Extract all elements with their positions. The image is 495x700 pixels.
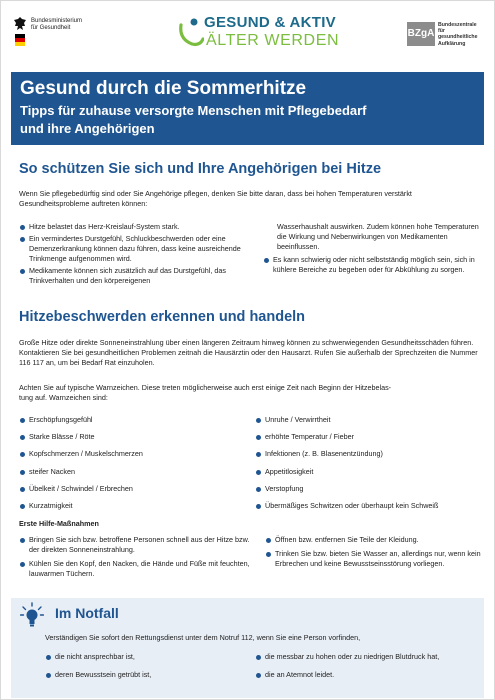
emergency-box <box>11 598 484 698</box>
section1-left-list <box>19 222 257 286</box>
list-item: erhöhte Temperatur / Fieber <box>255 432 487 449</box>
emergency-list-left <box>45 652 245 680</box>
light-bulb-icon <box>20 602 44 628</box>
list-item: Kopfschmerzen / Muskelschmerzen <box>19 449 249 466</box>
list-item: Ein vermindertes Durstgefühl, Schluckbeschwerden oder eine Demenzerkrankung können dazu führen, dass keine ausreichende Trinkmenge aufgenommen wird. <box>19 234 257 264</box>
bzga-logo: BZgA <box>407 22 435 46</box>
list-item: deren Bewusstsein getrübt ist, <box>45 670 245 680</box>
bzga-name: Bundeszentrale für gesundheitliche Aufklärung <box>438 22 478 47</box>
ministry-name: Bundesministerium für Gesundheit <box>31 18 83 31</box>
list-item: Übelkeit / Schwindel / Erbrechen <box>19 484 249 501</box>
gesund-aktiv-logo <box>176 13 351 53</box>
list-item: Übermäßiges Schwitzen oder überhaupt kein Schweiß <box>255 501 487 518</box>
german-flag-icon <box>15 34 25 46</box>
list-item: Trinken Sie bzw. bieten Sie Wasser an, allerdings nur, wenn kein Erbrechen und keine Bewusstseinsstörung vorliegen. <box>265 549 481 569</box>
list-item: Infektionen (z. B. Blasenentzündung) <box>255 449 487 466</box>
list-item: Medikamente können sich zusätzlich auf das Durstgefühl, das Trinkverhalten und den körpereigenen <box>19 266 257 286</box>
emergency-title: Im Notfall <box>55 605 119 621</box>
section2-para2: Achten Sie auf typische Warnzeichen. Diese treten möglicherweise auch erst einige Zeit nach Beginn der Hitzebelas- tung auf. Warnzeichen sind: <box>19 383 392 402</box>
list-item: die messbar zu hohen oder zu niedrigen Blutdruck hat, <box>255 652 481 662</box>
logo-line-2: ÄLTER WERDEN <box>206 32 340 49</box>
emergency-intro: Verständigen Sie sofort den Rettungsdienst unter dem Notruf 112, wenn Sie eine Person vorfinden, <box>45 633 361 642</box>
list-item: Starke Blässe / Röte <box>19 432 249 449</box>
title-banner <box>11 72 484 145</box>
list-item: Es kann schwierig oder nicht selbstständig möglich sein, sich in kühlere Bereiche zu begeben oder für Abkühlung zu sorgen. <box>263 255 479 275</box>
list-item: die nicht ansprechbar ist, <box>45 652 245 662</box>
list-item: Bringen Sie sich bzw. betroffene Personen schnell aus der Hitze bzw. der direkten Sonneneinstrahlung. <box>19 535 251 555</box>
page-title: Gesund durch die Sommerhitze <box>20 78 307 99</box>
list-item: Unruhe / Verwirrtheit <box>255 415 487 432</box>
logo-line-1: GESUND & AKTIV <box>204 14 336 31</box>
page-subtitle: Tipps für zuhause versorgte Menschen mit Pflegebedarf und ihre Angehörigen <box>20 103 367 136</box>
list-item: Öffnen bzw. entfernen Sie Teile der Kleidung. <box>265 535 481 545</box>
federal-eagle-icon <box>13 16 27 34</box>
list-item: steifer Nacken <box>19 467 249 484</box>
list-item: die an Atemnot leidet. <box>255 670 481 680</box>
logo-figure-icon <box>178 17 204 47</box>
list-item: Hitze belastet das Herz-Kreislauf-System stark. <box>19 222 257 232</box>
symptom-list-right <box>255 415 487 518</box>
list-item: Appetitlosigkeit <box>255 467 487 484</box>
section1-right-list <box>263 255 479 275</box>
section2-para1: Große Hitze oder direkte Sonneneinstrahlung über einen längeren Zeitraum hinweg können zu schwerwiegenden Gesundheitsschäden führen. Kontaktieren Sie bei gesundheitlichen Problemen zeitnah die Hausärztin oder den Hausarzt. Rufen Sie außerhalb der Sprechzeiten die Nummer 116 117 an, um bei Bedarf Rat einzuholen. <box>19 338 478 367</box>
section1-right-continuation: Wasserhaushalt auswirken. Zudem können hohe Temperaturen die Wirkung und Nebenwirkungen von Medikamenten beeinflussen. <box>277 222 479 251</box>
list-item: Kurzatmigkeit <box>19 501 249 518</box>
list-item: Kühlen Sie den Kopf, den Nacken, die Hände und Füße mit feuchten, lauwarmen Tüchern. <box>19 559 251 579</box>
list-item: Erschöpfungsgefühl <box>19 415 249 432</box>
section-heading-protect: So schützen Sie sich und Ihre Angehörigen bei Hitze <box>19 161 382 177</box>
emergency-list-right <box>255 652 481 680</box>
section1-intro: Wenn Sie pflegebedürftig sind oder Sie Angehörige pflegen, denken Sie bitte daran, dass bei hohen Temperaturen verstärkt Gesundheitsprobleme auftreten können: <box>19 189 412 208</box>
first-aid-list-left <box>19 535 251 579</box>
section-heading-symptoms: Hitzebeschwerden erkennen und handeln <box>19 309 306 325</box>
list-item: Verstopfung <box>255 484 487 501</box>
first-aid-list-right <box>265 535 481 569</box>
first-aid-heading: Erste Hilfe-Maßnahmen <box>19 519 99 528</box>
symptom-list-left <box>19 415 249 518</box>
